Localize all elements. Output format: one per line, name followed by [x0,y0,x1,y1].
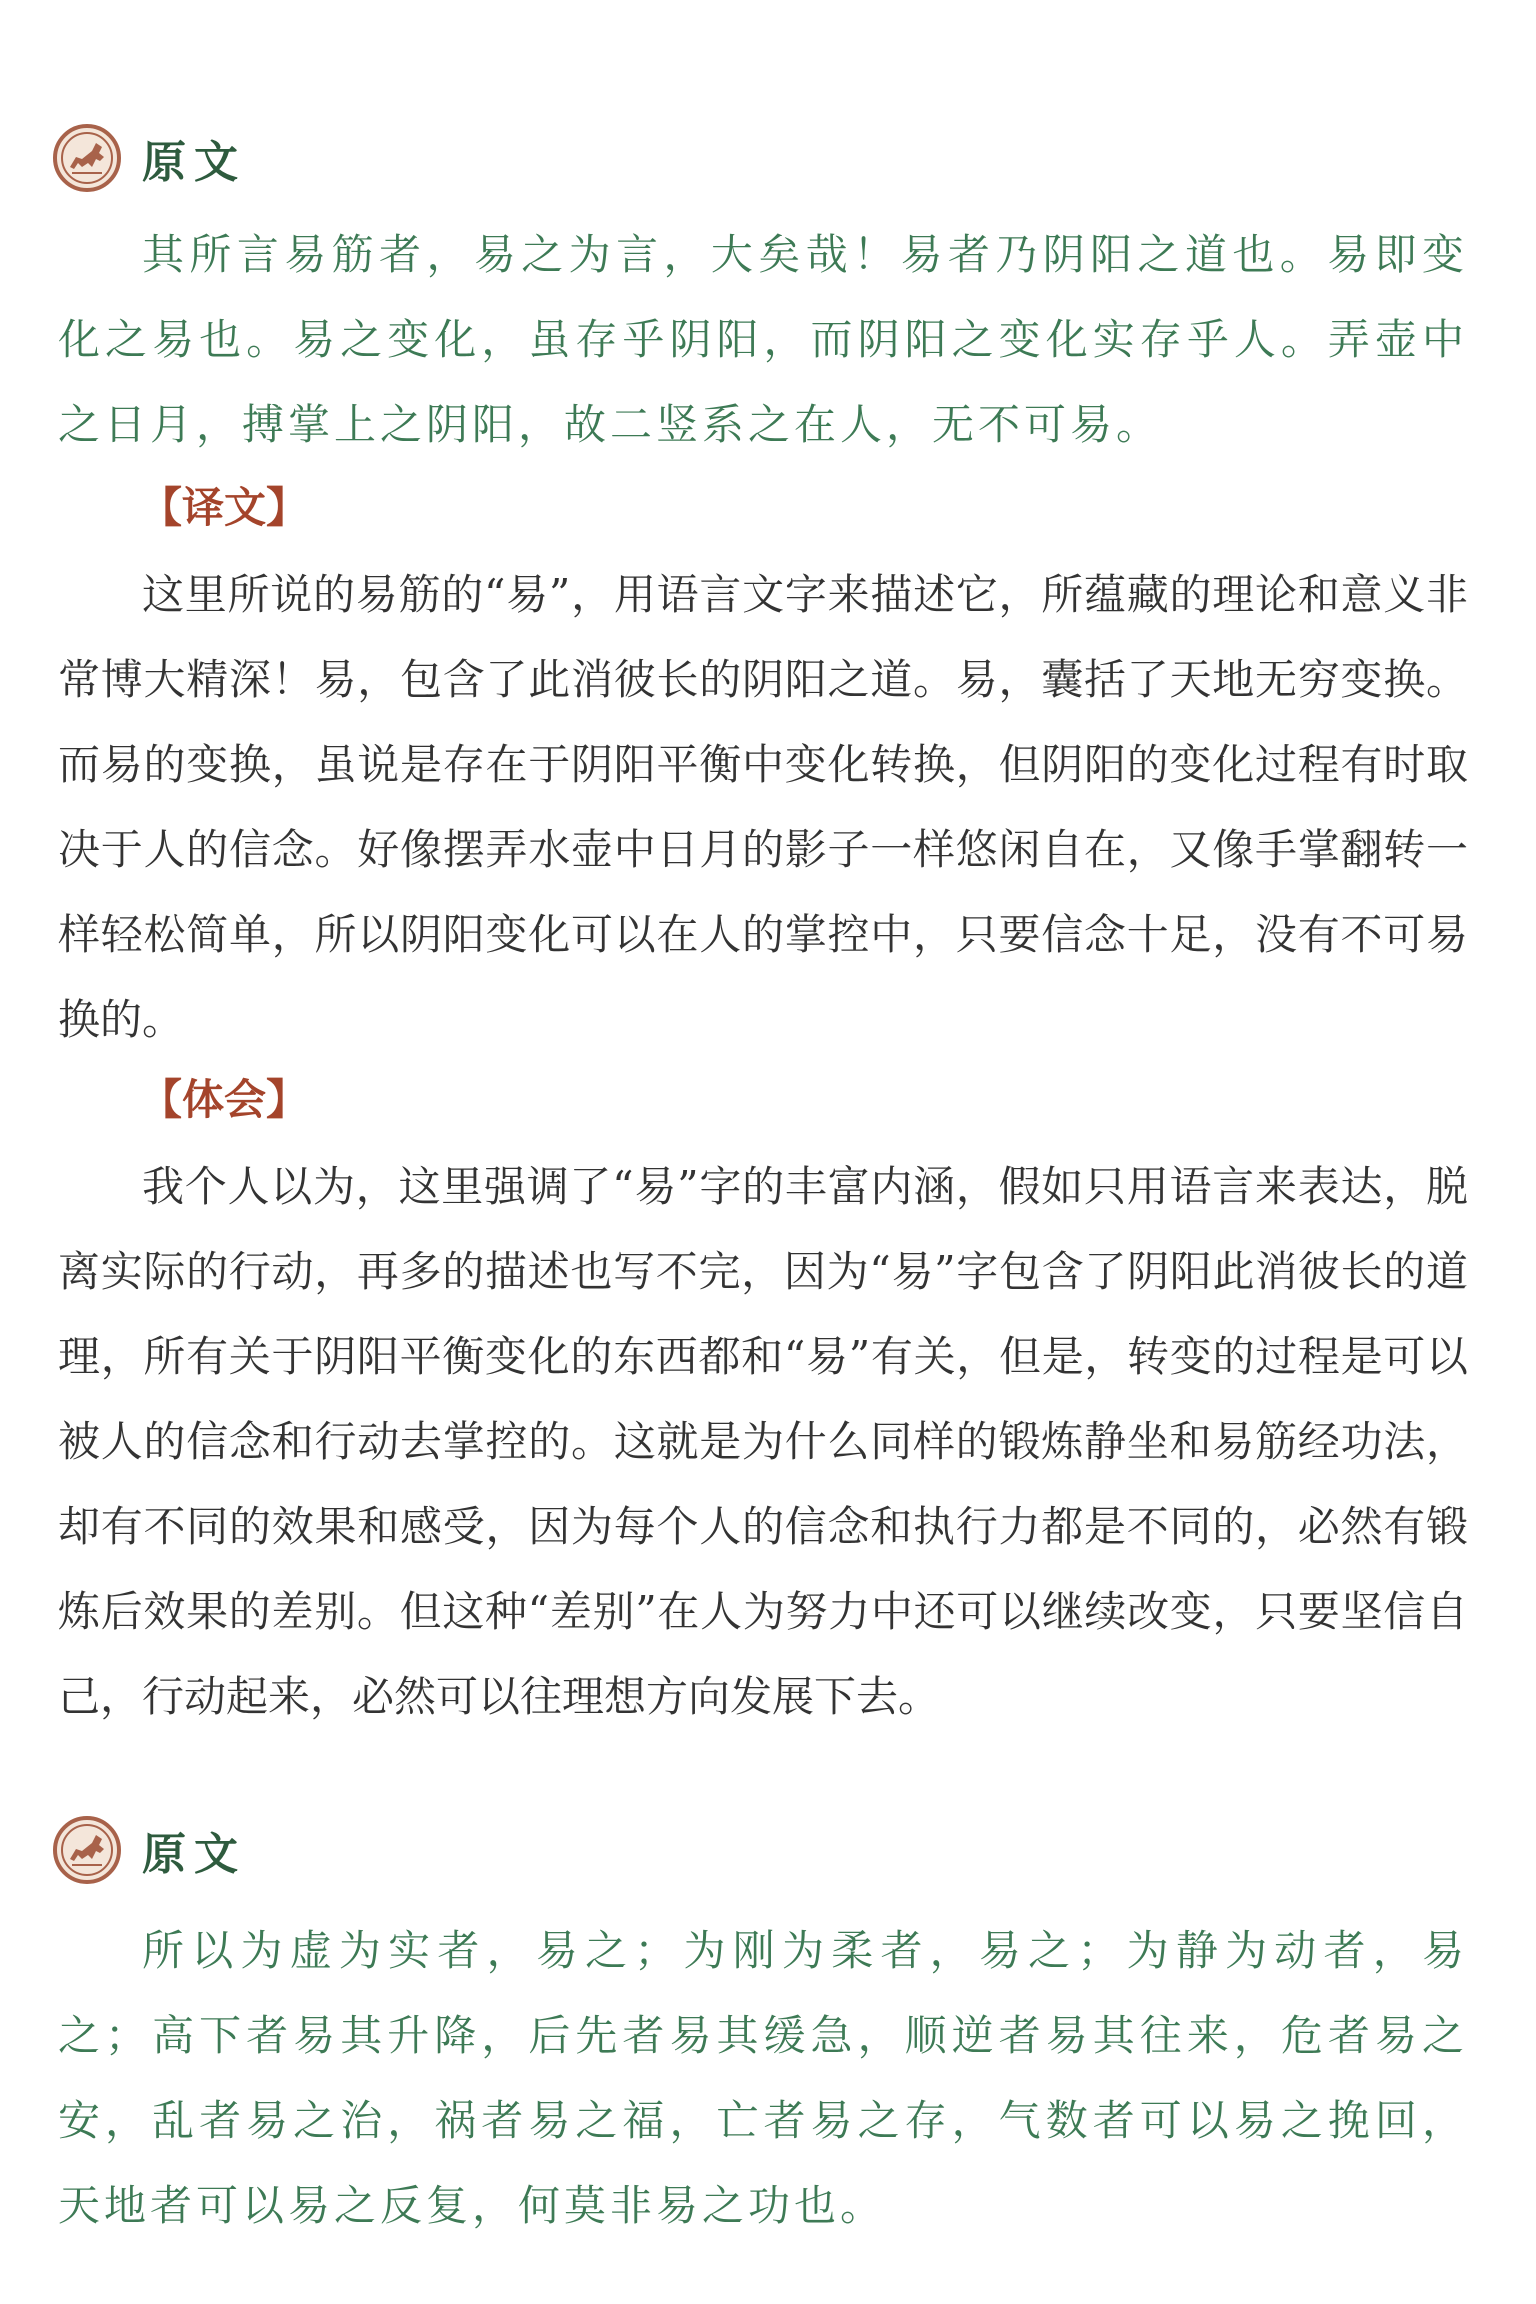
horse-seal-icon [52,1815,122,1885]
reflection-label: 【体会】 [140,1075,309,1124]
section-heading [52,1812,246,1888]
heading-yuanwen: 原文 [142,1829,246,1880]
horse-seal-icon [52,123,122,193]
translation-label: 【译文】 [140,483,309,532]
heading-yuanwen: 原文 [142,137,246,188]
classical-text: 所以为虚为实者，易之；为刚为柔者，易之；为静为动者，易之；高下者易其升降，后先者易其缓急，顺逆者易其往来，危者易之安，乱者易之治，祸者易之福，亡者易之存，气数者可以易之挽回，天地者可以易之反复，何莫非易之功也。 [58,1926,1468,2230]
classical-text: 其所言易筋者，易之为言，大矣哉！易者乃阴阳之道也。易即变化之易也。易之变化，虽存乎阴阳，而阴阳之变化实存乎人。弄壶中之日月，搏掌上之阴阳，故二竖系之在人，无不可易。 [58,230,1468,449]
section-heading [52,120,246,196]
reflection-text: 我个人以为，这里强调了“易”字的丰富内涵，假如只用语言来表达，脱离实际的行动，再多的描述也写不完，因为“易”字包含了阴阳此消彼长的道理，所有关于阴阳平衡变化的东西都和“易”有关，但是，转变的过程是可以被人的信念和行动去掌控的。这就是为什么同样的锻炼静坐和易筋经功法，却有不同的效果和感受，因为每个人的信念和执行力都是不同的，必然有锻炼后效果的差别。但这种“差别”在人为努力中还可以继续改变，只要坚信自己，行动起来，必然可以往理想方向发展下去。 [58,1162,1468,1721]
translation-text: 这里所说的易筋的“易”，用语言文字来描述它，所蕴藏的理论和意义非常博大精深！易，包含了此消彼长的阴阳之道。易，囊括了天地无穷变换。而易的变换，虽说是存在于阴阳平衡中变化转换，但阴阳的变化过程有时取决于人的信念。好像摆弄水壶中日月的影子一样悠闲自在，又像手掌翻转一样轻松简单，所以阴阳变化可以在人的掌控中，只要信念十足，没有不可易换的。 [58,570,1468,1044]
